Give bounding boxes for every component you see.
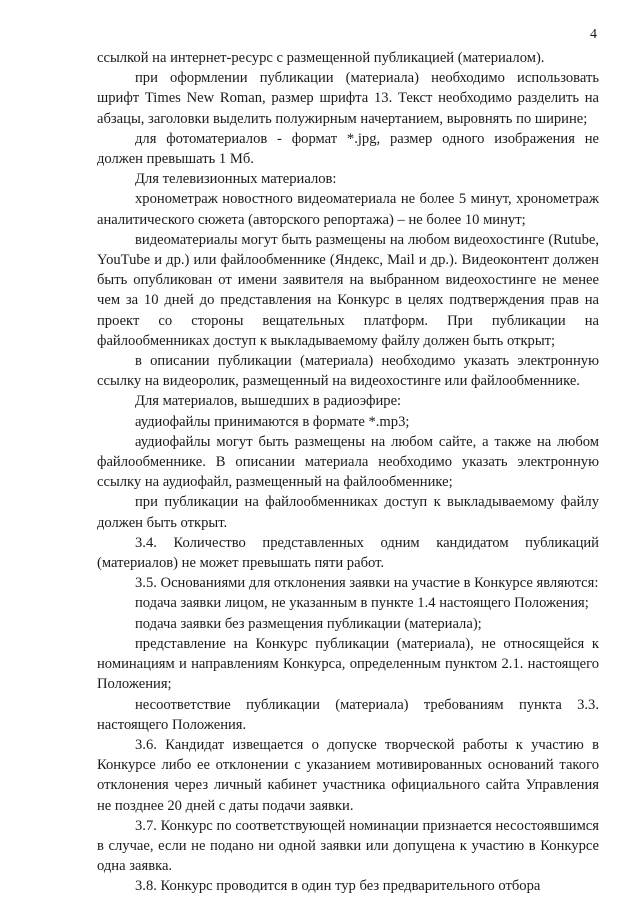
paragraph-19: 3.7. Конкурс по соответствующей номинации признается несостоявшимся в случае, если не подано ни одной заявки или допущена к участию в Конкурсе одна заявка.	[97, 817, 599, 875]
paragraph-13: 3.5. Основаниями для отклонения заявки на участие в Конкурсе являются:	[135, 575, 599, 592]
paragraph-5: хронометраж новостного видеоматериала не более 5 минут, хронометраж аналитического сюжета (авторского репортажа) – не более 10 минут;	[97, 191, 599, 228]
paragraph-15: подача заявки без размещения публикации (материала);	[135, 615, 482, 632]
paragraph-4: Для телевизионных материалов:	[135, 171, 337, 188]
paragraph-11: при публикации на файлообменниках доступ к выкладываемому файлу должен быть открыт.	[97, 494, 599, 531]
paragraph-10: аудиофайлы могут быть размещены на любом сайте, а также на любом файлообменнике. В описании материала необходимо указать электронную ссылку на аудиофайл, размещенный на файлообменнике;	[97, 433, 599, 491]
paragraph-12: 3.4. Количество представленных одним кандидатом публикаций (материалов) не может превышать пяти работ.	[97, 534, 599, 572]
paragraph-2: при оформлении публикации (материала) необходимо использовать шрифт Times New Roman, размер шрифта 13. Текст необходимо разделить на абзацы, заголовки выделить полужирным начертанием, выровнять по ширине;	[97, 70, 599, 127]
paragraph-3: для фотоматериалов - формат *.jpg, размер одного изображения не должен превышать 1 Мб.	[97, 130, 599, 168]
paragraph-16: представление на Конкурс публикации (материала), не относящейся к номинациям и направлениям Конкурса, определенным пунктом 2.1. настоящего Положения;	[97, 635, 599, 693]
paragraph-8: Для материалов, вышедших в радиоэфире:	[135, 393, 402, 410]
paragraph-9: аудиофайлы принимаются в формате *.mp3;	[135, 413, 410, 430]
paragraph-1: ссылкой на интернет-ресурс с размещенной публикацией (материалом).	[97, 50, 545, 66]
paragraph-6: видеоматериалы могут быть размещены на любом видеохостинге (Rutube, YouTube и др.) или файлообменнике (Яндекс, Mail и др.). Видеоконтент должен быть опубликован от имени заявителя на выбранном видеохостинге не менее чем за 10 дней до представления на Конкурс в целях подтверждения прав на проект со стороны вещательных платформ. При публикации на файлообменниках доступ к выкладываемому файлу должен быть открыт;	[97, 231, 599, 349]
paragraph-17: несоответствие публикации (материала) требованиям пункта 3.3. настоящего Положения.	[97, 696, 599, 733]
paragraph-14: подача заявки лицом, не указанным в пункте 1.4 настоящего Положения;	[135, 595, 589, 612]
paragraph-20: 3.8. Конкурс проводится в один тур без предварительного отбора	[135, 878, 541, 895]
paragraph-18: 3.6. Кандидат извещается о допуске творческой работы к участию в Конкурсе либо ее отклонении с указанием мотивированных оснований такого отклонения через личный кабинет участника официального сайта Управления не позднее 20 дней с даты подачи заявки.	[97, 736, 599, 814]
page-number: 4	[590, 27, 597, 42]
document-body	[97, 48, 599, 897]
paragraph-7: в описании публикации (материала) необходимо указать электронную ссылку на видеоролик, размещенный на видеохостинге или файлообменнике.	[97, 353, 599, 390]
